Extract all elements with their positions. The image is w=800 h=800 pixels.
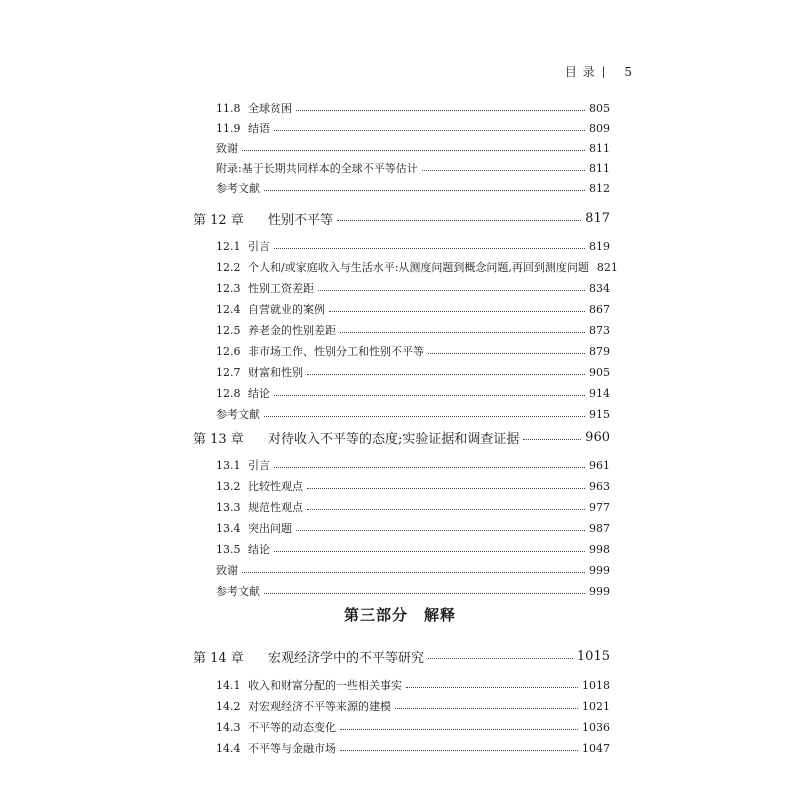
toc-entry[interactable]: [216, 540, 610, 558]
entry-title: 全球贫困: [248, 102, 292, 115]
entry-page: 1018: [582, 678, 610, 692]
entry-title: 结语: [248, 122, 270, 135]
entry-title: 财富和性别: [248, 366, 303, 379]
dot-leader: [422, 169, 585, 171]
entry-number: 13.2: [216, 479, 241, 493]
dot-leader: [242, 149, 585, 151]
dot-leader: [307, 487, 585, 489]
entry-title: 养老金的性别差距: [248, 324, 336, 337]
dot-leader: [264, 189, 585, 191]
entry-number: 12.6: [216, 344, 241, 358]
entry-number: 13.1: [216, 458, 241, 472]
entry-page: 1021: [582, 699, 610, 713]
chapter-title: 宏观经济学中的不平等研究: [268, 650, 425, 666]
entry-page: 1036: [582, 720, 610, 734]
dot-leader: [340, 728, 578, 730]
dot-leader: [428, 657, 573, 659]
toc-entry[interactable]: [216, 718, 610, 736]
dot-leader: [274, 466, 585, 468]
dot-leader: [406, 686, 578, 688]
entry-number: 11.8: [216, 101, 241, 115]
entry-number: 11.9: [216, 121, 241, 135]
entry-page: 998: [589, 542, 610, 556]
entry-page: 812: [589, 181, 610, 195]
toc-chapter-12[interactable]: [193, 207, 610, 229]
entry-page: 809: [589, 121, 610, 135]
chapter-number: 第 13 章: [193, 431, 244, 447]
entry-title: 参考文献: [216, 182, 260, 195]
toc-entry[interactable]: [216, 179, 610, 197]
entry-number: 14.1: [216, 678, 241, 692]
toc-entry[interactable]: [216, 561, 610, 579]
entry-title: 引言: [248, 240, 270, 253]
toc-entry[interactable]: [216, 300, 610, 318]
dot-leader: [523, 438, 581, 440]
entry-page: 821: [596, 260, 618, 274]
toc-entry[interactable]: [216, 456, 610, 474]
toc-entry[interactable]: [216, 159, 610, 177]
dot-leader: [340, 331, 585, 333]
toc-entry[interactable]: [216, 258, 618, 276]
entry-title: 性别工资差距: [248, 282, 314, 295]
running-head-label: 目 录: [564, 65, 596, 79]
entry-number: 14.2: [216, 699, 241, 713]
toc-entry[interactable]: [216, 363, 610, 381]
entry-title: 致谢: [216, 142, 238, 155]
entry-title: 收入和财富分配的一些相关事实: [248, 679, 402, 692]
entry-title: 突出问题: [248, 522, 292, 535]
entry-page: 999: [589, 563, 610, 577]
entry-page: 834: [589, 281, 610, 295]
entry-page: 811: [589, 141, 610, 155]
entry-page: 873: [589, 323, 610, 337]
toc-entry[interactable]: [216, 139, 610, 157]
toc-entry[interactable]: [216, 279, 610, 297]
entry-page: 905: [589, 365, 610, 379]
entry-page: 961: [589, 458, 610, 472]
entry-number: 12.2: [216, 260, 241, 274]
dot-leader: [264, 415, 585, 417]
entry-number: 12.4: [216, 302, 241, 316]
entry-number: 13.4: [216, 521, 241, 535]
entry-number: 12.8: [216, 386, 241, 400]
chapter-title: 对待收入不平等的态度;实验证据和调查证据: [268, 431, 520, 447]
entry-title: 个人和/或家庭收入与生活水平:从测度问题到概念问题,再回到测度问题: [248, 261, 589, 274]
dot-leader: [318, 289, 585, 291]
dot-leader: [264, 592, 585, 594]
entry-page: 819: [589, 239, 610, 253]
entry-page: 867: [589, 302, 610, 316]
dot-leader: [274, 394, 585, 396]
toc-entry[interactable]: [216, 697, 610, 715]
toc-entry[interactable]: [216, 321, 610, 339]
entry-number: 14.4: [216, 741, 241, 755]
dot-leader: [296, 529, 585, 531]
dot-leader: [274, 129, 585, 131]
toc-entry[interactable]: [216, 739, 610, 757]
dot-leader: [395, 707, 578, 709]
chapter-page: 1015: [576, 648, 610, 664]
entry-title: 规范性观点: [248, 501, 303, 514]
toc-entry[interactable]: [216, 342, 610, 360]
toc-entry[interactable]: [216, 237, 610, 255]
entry-number: 14.3: [216, 720, 241, 734]
toc-entry[interactable]: [216, 119, 610, 137]
chapter-title: 性别不平等: [268, 212, 334, 228]
entry-page: 811: [589, 161, 610, 175]
running-head-separator: |: [601, 65, 607, 78]
entry-page: 963: [589, 479, 610, 493]
entry-title: 结论: [248, 543, 270, 556]
running-head: [565, 63, 632, 80]
chapter-page: 817: [585, 210, 610, 226]
entry-number: 13.5: [216, 542, 241, 556]
toc-entry[interactable]: [216, 582, 610, 600]
part-heading: 第三部分 解释: [343, 606, 456, 624]
entry-page: 977: [589, 500, 610, 514]
entry-title: 非市场工作、性别分工和性别不平等: [248, 345, 424, 358]
entry-page: 805: [589, 101, 610, 115]
entry-title: 附录:基于长期共同样本的全球不平等估计: [216, 162, 418, 175]
entry-title: 参考文献: [216, 585, 260, 598]
entry-page: 987: [589, 521, 610, 535]
toc-entry[interactable]: [216, 405, 610, 423]
dot-leader: [274, 550, 585, 552]
entry-title: 自营就业的案例: [248, 303, 325, 316]
page-number: 5: [624, 64, 632, 79]
entry-number: 12.3: [216, 281, 241, 295]
entry-number: 13.3: [216, 500, 241, 514]
dot-leader: [274, 247, 585, 249]
entry-title: 不平等与金融市场: [248, 742, 336, 755]
entry-title: 比较性观点: [248, 480, 303, 493]
entry-title: 不平等的动态变化: [248, 721, 336, 734]
entry-page: 999: [589, 584, 610, 598]
dot-leader: [307, 508, 585, 510]
entry-number: 12.5: [216, 323, 241, 337]
entry-title: 致谢: [216, 564, 238, 577]
dot-leader: [242, 571, 585, 573]
dot-leader: [340, 749, 578, 751]
entry-page: 879: [589, 344, 610, 358]
dot-leader: [428, 352, 585, 354]
entry-page: 1047: [582, 741, 610, 755]
entry-title: 引言: [248, 459, 270, 472]
toc-entry[interactable]: [216, 676, 610, 694]
dot-leader: [307, 373, 585, 375]
toc-entry[interactable]: [216, 498, 610, 516]
entry-page: 915: [589, 407, 610, 421]
chapter-number: 第 14 章: [193, 650, 244, 666]
toc-chapter-13[interactable]: [193, 426, 610, 448]
entry-title: 结论: [248, 387, 270, 400]
entry-number: 12.1: [216, 239, 241, 253]
dot-leader: [296, 109, 585, 111]
dot-leader: [329, 310, 585, 312]
toc-entry[interactable]: [216, 99, 610, 117]
dot-leader: [337, 219, 581, 221]
chapter-page: 960: [585, 429, 610, 445]
entry-title: 对宏观经济不平等来源的建模: [248, 700, 391, 713]
entry-page: 914: [589, 386, 610, 400]
chapter-number: 第 12 章: [193, 212, 244, 228]
entry-number: 12.7: [216, 365, 241, 379]
toc-entry[interactable]: [216, 477, 610, 495]
toc-entry[interactable]: [216, 519, 610, 537]
entry-title: 参考文献: [216, 408, 260, 421]
toc-chapter-14[interactable]: [193, 645, 610, 667]
toc-entry[interactable]: [216, 384, 610, 402]
